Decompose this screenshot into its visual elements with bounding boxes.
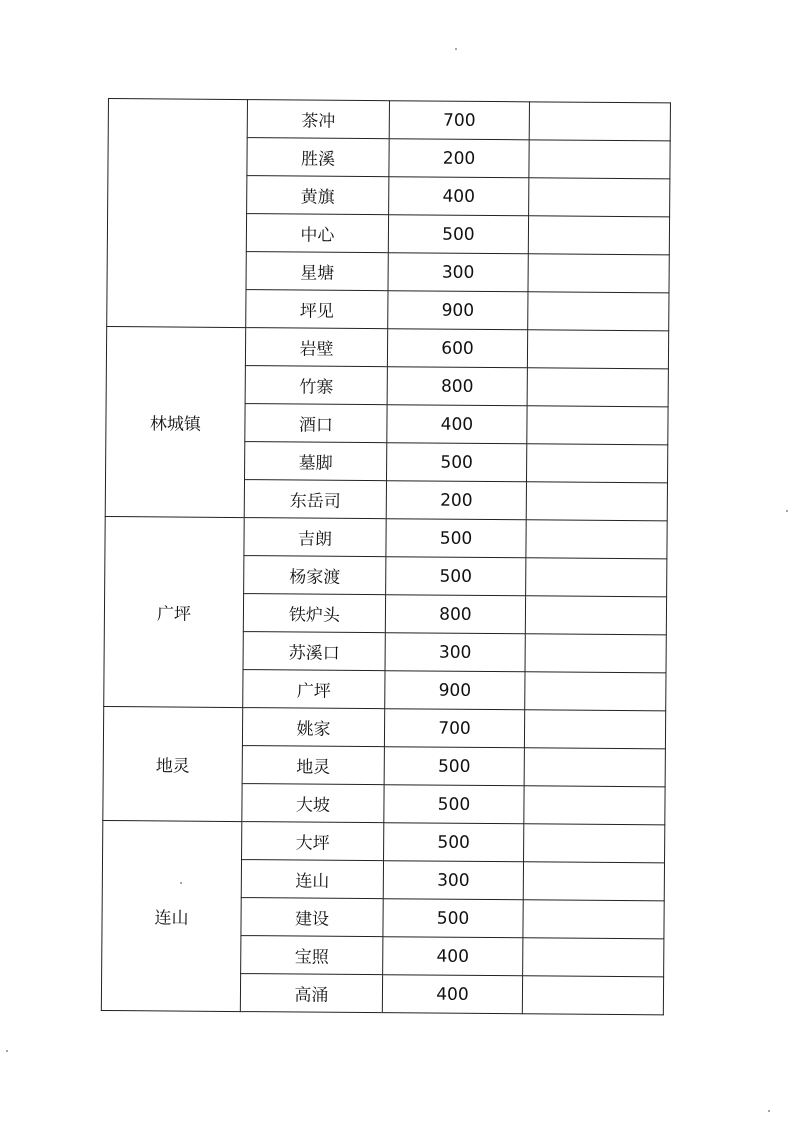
value-cell: 500 bbox=[387, 443, 527, 482]
note-cell bbox=[527, 406, 668, 445]
town-cell: 连山 bbox=[101, 820, 241, 1011]
table-row bbox=[106, 326, 668, 368]
note-cell bbox=[529, 178, 670, 217]
note-cell bbox=[527, 368, 668, 407]
village-cell: 星塘 bbox=[246, 252, 388, 291]
value-cell: 500 bbox=[384, 823, 524, 862]
village-table bbox=[101, 98, 671, 1015]
note-cell bbox=[528, 292, 669, 331]
town-cell: 地灵 bbox=[103, 706, 243, 821]
value-cell: 500 bbox=[388, 215, 528, 254]
village-cell: 建设 bbox=[241, 898, 383, 937]
note-cell bbox=[524, 748, 665, 787]
village-cell: 中心 bbox=[246, 214, 388, 253]
note-cell bbox=[525, 596, 666, 635]
scan-speck bbox=[180, 882, 182, 884]
village-cell: 杨家渡 bbox=[244, 556, 386, 595]
note-cell bbox=[526, 558, 667, 597]
note-cell bbox=[528, 254, 669, 293]
note-cell bbox=[527, 330, 668, 369]
scan-speck bbox=[768, 1110, 770, 1112]
value-cell: 400 bbox=[383, 937, 523, 976]
value-cell: 700 bbox=[389, 101, 529, 140]
note-cell bbox=[524, 824, 665, 863]
value-cell: 200 bbox=[389, 139, 529, 178]
scan-speck bbox=[455, 48, 457, 50]
town-cell: 广坪 bbox=[104, 516, 244, 707]
village-cell: 连山 bbox=[241, 860, 383, 899]
note-cell bbox=[526, 444, 667, 483]
village-cell: 高涌 bbox=[240, 974, 382, 1013]
note-cell bbox=[525, 634, 666, 673]
value-cell: 500 bbox=[384, 785, 524, 824]
value-cell: 500 bbox=[386, 519, 526, 558]
village-cell: 广坪 bbox=[243, 670, 385, 709]
value-cell: 800 bbox=[385, 595, 525, 634]
note-cell bbox=[529, 102, 670, 141]
value-cell: 900 bbox=[385, 671, 525, 710]
table-body bbox=[101, 99, 670, 1015]
village-cell: 宝照 bbox=[241, 936, 383, 975]
village-cell: 酒口 bbox=[245, 404, 387, 443]
value-cell: 500 bbox=[384, 747, 524, 786]
value-cell: 600 bbox=[387, 329, 527, 368]
village-cell: 东岳司 bbox=[244, 480, 386, 519]
note-cell bbox=[523, 862, 664, 901]
note-cell bbox=[526, 482, 667, 521]
value-cell: 300 bbox=[385, 633, 525, 672]
value-cell: 500 bbox=[383, 899, 523, 938]
note-cell bbox=[523, 900, 664, 939]
value-cell: 700 bbox=[384, 709, 524, 748]
table-row bbox=[105, 516, 667, 558]
note-cell bbox=[523, 938, 664, 977]
note-cell bbox=[524, 710, 665, 749]
village-cell: 姚家 bbox=[242, 708, 384, 747]
value-cell: 200 bbox=[386, 481, 526, 520]
note-cell bbox=[522, 976, 663, 1015]
value-cell: 400 bbox=[389, 177, 529, 216]
village-cell: 坪见 bbox=[246, 290, 388, 329]
value-cell: 300 bbox=[383, 861, 523, 900]
village-cell: 大坡 bbox=[242, 784, 384, 823]
value-cell: 500 bbox=[386, 557, 526, 596]
note-cell bbox=[528, 216, 669, 255]
village-cell: 铁炉头 bbox=[243, 594, 385, 633]
note-cell bbox=[526, 520, 667, 559]
town-cell: 林城镇 bbox=[105, 326, 245, 517]
table-row bbox=[103, 820, 665, 862]
village-cell: 地灵 bbox=[242, 746, 384, 785]
scan-speck bbox=[786, 510, 788, 512]
note-cell bbox=[525, 672, 666, 711]
village-cell: 墓脚 bbox=[245, 442, 387, 481]
village-cell: 黄旗 bbox=[247, 176, 389, 215]
note-cell bbox=[529, 140, 670, 179]
village-cell: 竹寨 bbox=[245, 366, 387, 405]
value-cell: 400 bbox=[382, 975, 522, 1014]
village-cell: 苏溪口 bbox=[243, 632, 385, 671]
town-cell bbox=[107, 99, 248, 328]
scan-speck bbox=[6, 1050, 8, 1052]
table-row bbox=[108, 99, 670, 141]
note-cell bbox=[524, 786, 665, 825]
value-cell: 300 bbox=[388, 253, 528, 292]
village-cell: 岩壁 bbox=[245, 328, 387, 367]
village-cell: 大坪 bbox=[242, 822, 384, 861]
village-cell: 茶冲 bbox=[247, 100, 389, 139]
village-cell: 吉朗 bbox=[244, 518, 386, 557]
value-cell: 900 bbox=[388, 291, 528, 330]
value-cell: 800 bbox=[387, 367, 527, 406]
village-cell: 胜溪 bbox=[247, 138, 389, 177]
table-row bbox=[103, 706, 665, 748]
value-cell: 400 bbox=[387, 405, 527, 444]
